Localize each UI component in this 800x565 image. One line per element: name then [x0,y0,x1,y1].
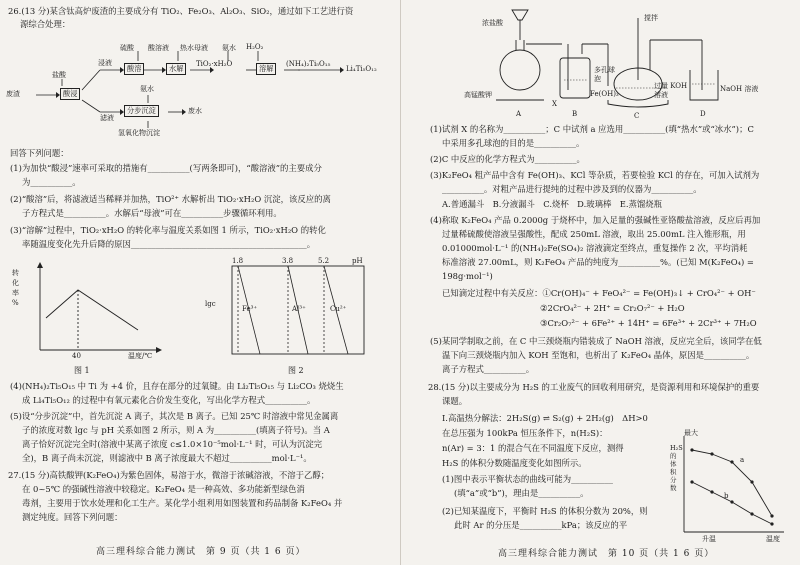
q26-item-3: (2)“酸溶”后，将滤液适当稀释并加热，TiO²⁺ 水解析出 TiO₂·xH₂O 沉淀，该反应的离 [10,194,331,204]
q27-r-item-1: (1)试剂 X 的名称为__________；C 中试剂 a 应选用__________(填“热水”或“冰水”)；C [430,124,754,134]
q27-r-item-3: (2)C 中反应的化学方程式为__________。 [430,154,585,164]
q27-r-item-8: 过量稀硫酸使溶液呈强酸性，配成 250mL 溶液，取出 25.00mL 注入锥形瓶，用 [442,229,746,239]
fig1-caption: 图 1 [74,366,90,375]
right-page [402,0,800,565]
flow-top-label-5: H₂O₂ [246,43,264,51]
flow-top-label-2: 酸溶液 [148,44,169,52]
flask-a [500,50,540,90]
app-label-bubble: 多孔球泡 [594,66,615,83]
flow-hydroxide: 氢氧化物沉淀 [118,129,160,137]
q27-r-item-14: ③Cr₂O₇²⁻ + 6Fe²⁺ + 14H⁺ = 6Fe³⁺ + 2Cr³⁺ + 7H₂O [540,318,757,328]
fig2-tick-2: 3.8 [282,257,294,265]
page-divider [400,0,401,565]
flow-hcl: 盐酸 [52,71,66,79]
flow-nh4-label: (NH₄)₂Ti₅O₁₅ [286,60,331,68]
right-footer: 高三理科综合能力测试 第 10 页（共 1 6 页） [498,549,715,559]
q26-item-8: 成 Li₄Ti₅O₁₂ 的过程中有氧元素化合价发生变化，写出化学方程式__________。 [22,395,316,405]
flow-tio2-label: TiO₂·xH₂O [196,60,233,68]
q26-item-5: (3)“溶解”过程中，TiO₂·xH₂O 的转化率与温度关系如图 1 所示，TiO₂·xH₂O 的转化 [10,225,326,235]
flow-waste: 废水 [188,107,202,115]
flow-top-label-3: 热水母液 [180,44,208,52]
q27-r-item-16: 温下向三颈烧瓶内加入 KOH 至饱和，也析出了 K₂FeO₄ 晶体，原因是__________。 [442,350,755,360]
app-letter-d: D [700,110,706,118]
flow-filter-label: 滤液 [100,114,114,122]
app-label-koh: 过量 KOH 溶液 [654,82,688,99]
q27-line-1: 27.(15 分)高铁酸钾(K₂FeO₄)为紫色固体，易溶于水，微溶于浓碱溶液，不溶于乙醇； [8,470,330,480]
flow-dissolve-box: 溶解 [256,63,276,75]
app-label-hcl: 浓盐酸 [482,19,503,27]
fig2-ion-al: Al³⁺ [292,305,306,313]
q26-item-4: 子方程式是__________。水解后“母液”可在__________步骤循环利用。 [22,208,282,218]
q27-r-item-2: 中采用多孔球泡的目的是__________。 [442,138,585,148]
q28-curve-label-b: b [724,492,729,500]
flow-acid-dissolve-box: 酸溶 [124,63,144,75]
q26-line-1: 26.(13 分)某含钛高炉废渣的主要成分有 TiO₂、Fe₂O₃、Al₂O₃、SiO₂，通过如下工艺进行资 [8,6,354,16]
app-letter-b: B [572,110,578,118]
left-footer: 高三理科综合能力测试 第 9 页（共 1 6 页） [96,547,306,557]
flow-top-label-1: 硫酸 [120,44,134,52]
fig2-ion-fe: Fe³⁺ [242,305,258,313]
q28-line-8: (填“a”或“b”)，理由是__________。 [454,488,589,498]
q28-line-10: 此时 Ar 的分压是__________kPa；该反应的平 [454,520,628,530]
flow-sep-box: 分步沉淀 [124,105,159,117]
q28-line-3: Ⅰ.高温热分解法：2H₂S(g) ⇌ S₂(g) + 2H₂(g) ΔH>0 [442,413,648,423]
q28-line-6: H₂S 的体积分数随温度变化如图所示。 [442,458,587,468]
flow-leach-label: 浸液 [98,59,112,67]
flow-feed: 废渣 [6,90,20,98]
q28-curve-a [692,450,772,516]
q27-r-item-11: 198g·mol⁻¹) [442,271,493,281]
bottle-b [560,58,590,98]
fig2-tick-1: 1.8 [232,257,244,265]
q27-r-item-15: (5)某同学制取之前，在 C 中三颈烧瓶内错装成了 NaOH 溶液，反应完全后，该同学在低 [430,336,762,346]
app-letter-a: A [516,110,522,118]
q28-xlabel: 温度 [766,535,780,543]
fig2-ph-label: pH [352,257,363,265]
fig2-ion-cu: Cu²⁺ [330,305,347,313]
q28-line-4: 在总压强为 100kPa 恒压条件下，n(H₂S)： [442,428,608,438]
flow-hydrolysis-box: 水解 [166,63,186,75]
q28-line-9: (2)已知某温度下，平衡时 H₂S 的体积分数为 20%，则 [442,506,648,516]
flow-top-label-4: 氨水 [222,44,236,52]
fig2-caption: 图 2 [288,366,304,375]
q28-ylabel: H₂S的体积分数 [670,444,683,492]
q27-r-item-17: 离子方程式__________。 [442,364,535,374]
app-label-stir: 搅拌 [644,14,658,22]
fig1-peak-label: 40 [72,352,81,360]
q26-answer-head: 回答下列问题： [10,148,69,158]
fig1-ylabel: 转 化 率 % [12,269,19,307]
fig2-tick-3: 5.2 [318,257,330,265]
q27-r-item-4: (3)K₂FeO₄ 粗产品中含有 Fe(OH)₃、KCl 等杂质，若要检验 KCl 的存在，可加入试剂为 [430,170,760,180]
q27-line-2: 在 0~5℃ 的强碱性溶液中较稳定。K₂FeO₄ 是一种高效、多功能新型绿色消 [22,484,305,494]
q26-item-7: (4)(NH₄)₂Ti₅O₁₅ 中 Ti 为 +4 价，且存在部分的过氧键。由 Li₂Ti₅O₁₅ 与 Li₂CO₃ 烧烧生 [10,381,344,391]
q26-item-6: 率随温度变化先升后降的原因__________________________________________。 [22,239,316,249]
q28-x-left: 升温 [702,535,716,543]
q27-r-item-13: ②2CrO₄²⁻ + 2H⁺ = Cr₂O₇²⁻ + H₂O [540,303,685,313]
q27-line-4: 测定纯度。回答下列问题： [22,512,123,522]
app-label-feoh3: Fe(OH)₃ [590,90,619,98]
q27-r-item-6: A.普通漏斗 B.分液漏斗 C.烧杯 D.玻璃棒 E.蒸馏烧瓶 [442,199,663,209]
flow-ammonia: 氨水 [140,85,154,93]
q28-plot [674,432,794,542]
app-label-naoh: NaOH 溶液 [720,85,759,93]
apparatus-drawing [402,0,800,125]
q28-curve-label-a: a [740,456,745,464]
q28-line-5: n(Ar) = 3：1 的混合气在不同温度下反应，测得 [442,443,624,453]
q27-r-item-12: 已知滴定过程中有关反应：①Cr(OH)₄⁻ + FeO₄²⁻ = Fe(OH)₃↓ + CrO₄²⁻ + OH⁻ [442,288,756,298]
bath-c [608,100,668,107]
q27-r-item-9: 0.01000mol·L⁻¹ 的(NH₄)₂Fe(SO₄)₂ 溶液滴定至终点，重复操作 2 次，平均消耗 [442,243,748,253]
q26-item-12: 全)，B 离子尚未沉淀，则滤液中 B 离子浓度最大不超过__________mol·L⁻¹。 [22,453,312,463]
q26-line-2: 源综合处理： [20,19,71,29]
q28-line-1: 28.(15 分)以主要成分为 H₂S 的工业废气的回收利用研究，是资源利用和环境保护的重要 [428,382,760,392]
fig2-plot [224,258,384,368]
q26-item-9: (5)设“分步沉淀”中，首先沉淀 A 离子，其次是 B 离子。已知 25℃ 时溶液中常见金属离 [10,411,339,421]
q26-item-10: 子的浓度对数 lgc 与 pH 关系如图 2 所示，则 A 为__________(填离子符号)。当 A [22,425,330,435]
q27-r-item-5: __________。对粗产品进行提纯的过程中涉及到的仪器为__________。 [442,184,702,194]
q28-line-2: 课题。 [442,396,468,406]
q27-r-item-10: 标准溶液 27.00mL，则 K₂FeO₄ 产品的纯度为__________%。(已知 M(K₂FeO₄) = [442,257,754,267]
beaker-d [690,70,718,100]
q27-line-3: 毒剂，主要用于饮水处理和化工生产。某化学小组利用如图装置和药品制备 K₂FeO₄ 并 [22,498,343,508]
flow-product: Li₄Ti₅O₁₂ [346,65,377,73]
app-label-kmno4: 高锰酸钾 [464,91,492,99]
fig1-curve [46,290,138,330]
q26-item-1: (1)为加快“酸浸”速率可采取的措施有__________(写两条即可)，“酸溶液”的主要成分 [10,163,322,173]
funnel [512,10,528,20]
app-letter-x: X [552,100,557,108]
flow-acid-leach-box: 酸浸 [60,88,80,100]
q26-item-2: 为__________。 [22,177,81,187]
fig1-xlabel: 温度/℃ [128,352,153,360]
fig2-ylabel: lgc [205,300,216,308]
q26-item-11: 离子恰好沉淀完全时(溶液中某离子浓度 c≤1.0×10⁻⁵mol·L⁻¹ 时，可认为沉淀完 [22,439,323,449]
app-letter-c: C [634,112,640,120]
q28-line-7: (1)图中表示平衡状态的曲线可能为__________ [442,474,613,484]
q27-r-item-7: (4)称取 K₂FeO₄ 产品 0.2000g 于烧杯中，加入足量的强碱性亚铬酸盐溶液，反应后再加 [430,215,761,225]
q28-y-top: 最大 [684,429,698,437]
